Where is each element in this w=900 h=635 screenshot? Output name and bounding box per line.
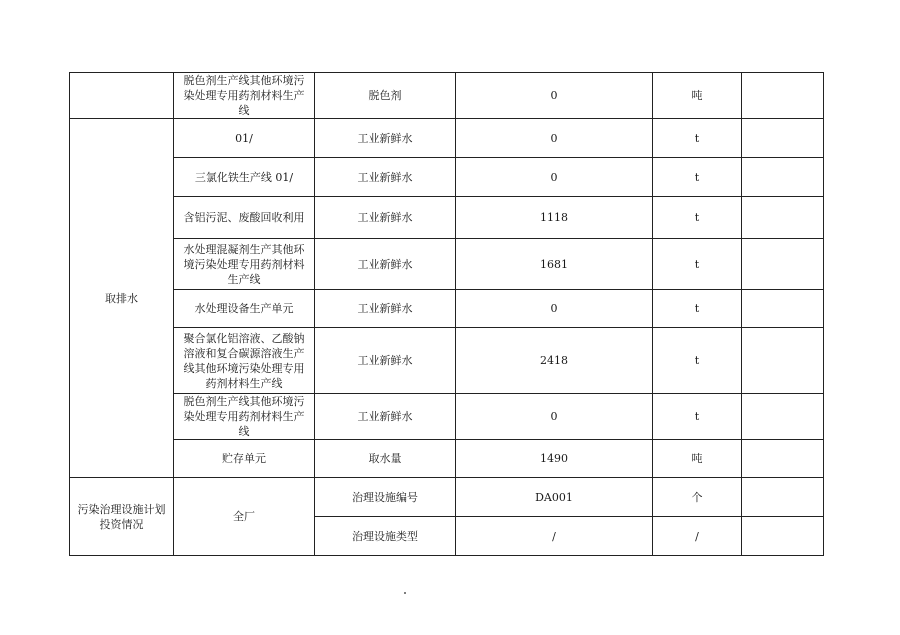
item-cell: 工业新鲜水 (315, 239, 456, 290)
note-cell (742, 158, 824, 197)
value-cell: / (456, 517, 653, 556)
item-cell: 工业新鲜水 (315, 394, 456, 440)
item-cell: 工业新鲜水 (315, 197, 456, 239)
scan-speck (404, 592, 406, 594)
item-cell: 工业新鲜水 (315, 119, 456, 158)
unit-cell: t (653, 158, 742, 197)
value-cell: 0 (456, 394, 653, 440)
note-cell (742, 478, 824, 517)
value-cell: DA001 (456, 478, 653, 517)
value-cell: 0 (456, 119, 653, 158)
value-cell: 0 (456, 290, 653, 328)
unit-cell: t (653, 239, 742, 290)
note-cell (742, 440, 824, 478)
item-cell: 治理设施类型 (315, 517, 456, 556)
note-cell (742, 197, 824, 239)
name-cell: 水处理设备生产单元 (174, 290, 315, 328)
note-cell (742, 119, 824, 158)
note-cell (742, 394, 824, 440)
name-cell: 脱色剂生产线其他环境污染处理专用药剂材料生产线 (174, 394, 315, 440)
item-cell: 工业新鲜水 (315, 290, 456, 328)
item-cell: 工业新鲜水 (315, 158, 456, 197)
unit-cell: t (653, 119, 742, 158)
value-cell: 1681 (456, 239, 653, 290)
table-row (70, 158, 824, 197)
note-cell (742, 328, 824, 394)
item-cell: 脱色剂 (315, 73, 456, 119)
unit-cell: / (653, 517, 742, 556)
name-cell: 含铝污泥、废酸回收利用 (174, 197, 315, 239)
category-cell (70, 73, 174, 119)
item-cell: 治理设施编号 (315, 478, 456, 517)
name-cell: 贮存单元 (174, 440, 315, 478)
unit-cell: t (653, 197, 742, 239)
table-row (70, 290, 824, 328)
item-cell: 工业新鲜水 (315, 328, 456, 394)
value-cell: 1490 (456, 440, 653, 478)
unit-cell: 个 (653, 478, 742, 517)
note-cell (742, 73, 824, 119)
name-cell: 聚合氯化铝溶液、乙酸钠溶液和复合碳源溶液生产线其他环境污染处理专用药剂材料生产线 (174, 328, 315, 394)
table-row (70, 119, 824, 158)
unit-cell: t (653, 290, 742, 328)
unit-cell: 吨 (653, 440, 742, 478)
table-row (70, 328, 824, 394)
note-cell (742, 517, 824, 556)
table-row (70, 478, 824, 517)
value-cell: 1118 (456, 197, 653, 239)
table-row (70, 394, 824, 440)
name-cell: 01/ (174, 119, 315, 158)
category-cell: 取排水 (70, 119, 174, 478)
name-cell: 三氯化铁生产线 01/ (174, 158, 315, 197)
name-cell: 脱色剂生产线其他环境污染处理专用药剂材料生产线 (174, 73, 315, 119)
unit-cell: 吨 (653, 73, 742, 119)
table-row (70, 440, 824, 478)
note-cell (742, 290, 824, 328)
name-cell: 水处理混凝剂生产其他环境污染处理专用药剂材料生产线 (174, 239, 315, 290)
unit-cell: t (653, 394, 742, 440)
name-cell: 全厂 (174, 478, 315, 556)
table-row (70, 197, 824, 239)
item-cell: 取水量 (315, 440, 456, 478)
note-cell (742, 239, 824, 290)
value-cell: 0 (456, 158, 653, 197)
data-table (69, 72, 824, 556)
unit-cell: t (653, 328, 742, 394)
table-row (70, 73, 824, 119)
value-cell: 2418 (456, 328, 653, 394)
table-row (70, 239, 824, 290)
value-cell: 0 (456, 73, 653, 119)
category-cell: 污染治理设施计划投资情况 (70, 478, 174, 556)
